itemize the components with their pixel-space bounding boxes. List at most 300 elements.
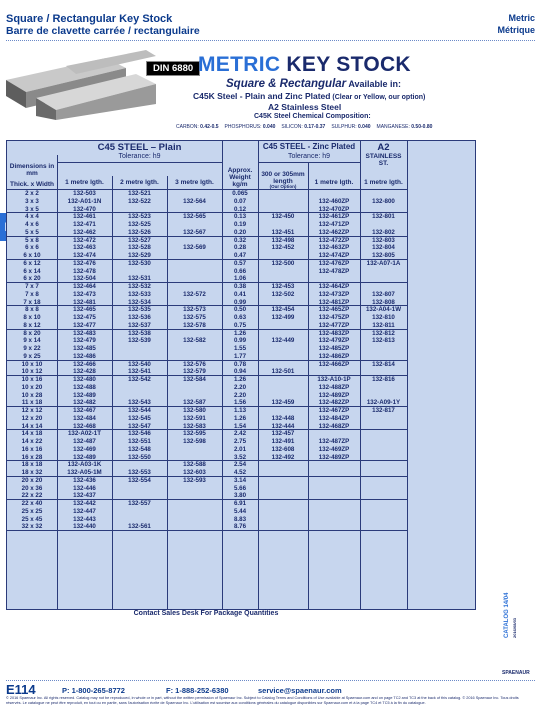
material-1: C45K Steel - Plain and Zinc Plated xyxy=(193,91,331,101)
cell-weight: 1.77 xyxy=(233,352,247,360)
table-row xyxy=(7,399,407,407)
cell-weight: 5.44 xyxy=(233,507,247,515)
cell-plain-2m: 132-538 xyxy=(128,329,151,337)
cell-zinc-300: 132-459 xyxy=(271,399,295,407)
cell-weight: 0.78 xyxy=(233,360,247,368)
cell-dimension: 7 x 8 xyxy=(25,290,39,298)
cell-plain-3m: 132-587 xyxy=(183,399,206,407)
cell-weight: 0.28 xyxy=(233,244,247,252)
cell-plain-1m: 132-475 xyxy=(73,314,96,321)
table-row xyxy=(7,337,407,345)
cell-dimension: 16 x 16 xyxy=(21,445,43,453)
cell-plain-2m: 132-523 xyxy=(128,213,151,221)
cell-zinc-1m: 132-481ZP xyxy=(318,298,350,306)
cell-plain-1m: 132-A01-1N xyxy=(67,197,102,205)
table-row xyxy=(7,438,407,446)
cell-plain-1m: 132-486 xyxy=(73,352,96,360)
cell-weight: 0.07 xyxy=(233,197,247,205)
cell-plain-3m: 132-573 xyxy=(183,306,206,314)
cell-dimension: 25 x 45 xyxy=(21,515,43,523)
cell-weight: 2.01 xyxy=(233,445,247,453)
cell-plain-1m: 132-489 xyxy=(73,391,96,399)
cell-weight: 0.50 xyxy=(233,306,247,314)
cell-dimension: 9 x 22 xyxy=(23,345,41,352)
cell-plain-2m: 132-541 xyxy=(128,368,151,376)
col-thick-width: Thick. x Width xyxy=(10,181,54,188)
cell-weight: 4.52 xyxy=(233,469,247,476)
cell-a2-1m: 132-801 xyxy=(372,213,395,221)
cell-plain-1m: 132-447 xyxy=(73,507,96,515)
composition-item: PHOSPHORUS: 0.040 xyxy=(224,124,276,130)
section-fr: Métrique xyxy=(497,25,535,35)
cell-dimension: 18 x 18 xyxy=(21,461,43,469)
cell-plain-2m: 132-539 xyxy=(128,337,151,345)
cell-plain-1m: 132-470 xyxy=(73,205,96,213)
table-row xyxy=(7,190,407,198)
cell-plain-1m: 132-478 xyxy=(73,267,96,275)
header-divider xyxy=(6,40,535,41)
col-zinc-1m: 1 metre lgth. xyxy=(314,179,354,186)
cell-zinc-300: 132-453 xyxy=(271,283,295,290)
cell-weight: 0.41 xyxy=(233,290,247,298)
cell-dimension: 4 x 6 xyxy=(25,221,39,228)
cell-dimension: 10 x 20 xyxy=(21,383,43,391)
cell-plain-1m: 132-489 xyxy=(73,453,96,461)
cell-zinc-1m: 132-479ZP xyxy=(318,337,350,345)
table-row xyxy=(7,492,407,500)
cell-weight: 1.26 xyxy=(233,414,247,422)
group-a2-heading: A2 xyxy=(377,142,390,153)
cell-dimension: 4 x 4 xyxy=(25,213,39,221)
cell-a2-1m: 132-814 xyxy=(372,360,395,368)
cell-plain-1m: 132-461 xyxy=(73,213,96,221)
cell-plain-1m: 132-464 xyxy=(73,283,96,290)
cell-weight: 5.66 xyxy=(233,484,247,492)
key-stock-table xyxy=(6,140,476,610)
brand-logo: SPAENAUR xyxy=(502,670,530,676)
cell-zinc-1m: 132-482ZP xyxy=(318,399,350,407)
cell-plain-1m: 132-474 xyxy=(73,252,96,259)
cell-zinc-1m: 132-463ZP xyxy=(318,244,350,252)
cell-dimension: 10 x 28 xyxy=(21,391,43,399)
cell-plain-1m: 132-504 xyxy=(73,275,96,283)
cell-dimension: 20 x 36 xyxy=(21,484,43,492)
cell-plain-2m: 132-561 xyxy=(128,523,151,531)
cell-dimension: 9 x 14 xyxy=(23,337,41,345)
cell-plain-2m: 132-557 xyxy=(128,500,151,507)
cell-zinc-300: 132-451 xyxy=(271,228,295,236)
cell-weight: 1.26 xyxy=(233,329,247,337)
cell-zinc-1m: 132-471ZP xyxy=(318,221,350,228)
cell-plain-2m: 132-531 xyxy=(128,275,151,283)
product-subtitle xyxy=(226,78,401,90)
cell-plain-2m: 132-535 xyxy=(128,306,151,314)
cell-plain-3m: 132-603 xyxy=(183,469,206,476)
cell-plain-2m: 132-522 xyxy=(128,197,151,205)
cell-plain-2m: 132-550 xyxy=(128,453,151,461)
cell-dimension: 6 x 6 xyxy=(25,244,39,252)
cell-plain-1m: 132-437 xyxy=(73,492,96,500)
cell-plain-1m: 132-476 xyxy=(73,259,96,267)
cell-plain-2m: 132-544 xyxy=(128,407,151,414)
cell-plain-2m: 132-536 xyxy=(128,314,151,321)
cell-a2-1m: 132-807 xyxy=(372,290,395,298)
cell-plain-3m: 132-565 xyxy=(183,213,206,221)
composition-values xyxy=(176,124,438,130)
cell-plain-2m: 132-546 xyxy=(128,430,151,438)
cell-weight: 0.47 xyxy=(233,252,247,259)
cell-a2-1m: 132-802 xyxy=(372,228,395,236)
cell-a2-1m: 132-810 xyxy=(372,314,395,321)
page-title-en: Square / Rectangular Key Stock xyxy=(6,13,173,25)
composition-item: SILICON: 0.17-0.37 xyxy=(281,124,326,130)
page-header xyxy=(0,0,541,50)
table-row xyxy=(7,376,407,384)
table-row xyxy=(7,299,407,307)
cell-plain-2m: 132-547 xyxy=(128,422,151,430)
cell-dimension: 14 x 22 xyxy=(21,438,43,445)
cell-zinc-300: 132-452 xyxy=(271,244,295,252)
cell-zinc-1m: 132-489ZP xyxy=(318,391,350,399)
cell-plain-1m: 132-446 xyxy=(73,484,96,492)
table-row xyxy=(7,314,407,322)
cell-zinc-1m: 132-477ZP xyxy=(318,321,350,329)
table-row xyxy=(7,306,407,314)
email-link[interactable]: service@spaenaur.com xyxy=(258,686,342,695)
cell-zinc-1m: 132-468ZP xyxy=(318,422,350,430)
table-row xyxy=(7,291,407,299)
col-zinc-300: 300 or 305mm length xyxy=(261,171,305,185)
cell-zinc-300: 132-444 xyxy=(271,422,295,430)
cell-weight: 6.91 xyxy=(233,500,247,507)
cell-plain-3m: 132-582 xyxy=(183,337,206,345)
cell-weight: 0.12 xyxy=(233,205,247,213)
product-title-metric: METRIC xyxy=(198,53,281,76)
composition-item: SULPHUR: 0.040 xyxy=(331,124,371,130)
table-row xyxy=(7,322,407,330)
cell-plain-2m: 132-525 xyxy=(128,221,151,228)
cell-dimension: 7 x 7 xyxy=(25,283,39,290)
group-zinc-heading: C45 STEEL - Zinc Plated xyxy=(262,142,356,151)
col-zinc-300-note: (Our Option) xyxy=(269,184,297,189)
cell-dimension: 11 x 18 xyxy=(21,399,43,407)
cell-weight: 1.13 xyxy=(233,407,247,414)
legal-text: © 2016 Spaenaur Inc. All rights reserved. Catalog may not be reproduced, in whole or in part, without the written permission of Spaenaur Inc. Subject to Catalog Terms and Conditions of Use available at Spaenaur.com and on page TC2 and TC3 at the back of this catalog. © 2016 Spaenaur Inc. Tous droits réservés. Le catalogue ne peut être reproduit, en tout ou en partie, sans l'autorisation écrite de Spaenaur Inc. L'utilisation est soumise aux conditions générales du catalogue disponibles sur Spaenaur.com et à la page TC4 et TC5 à la fin du catalogue. xyxy=(6,696,519,705)
cell-plain-1m: 132-487 xyxy=(73,438,96,445)
material-line-1 xyxy=(193,91,425,101)
cell-plain-2m: 132-551 xyxy=(128,438,151,445)
cell-plain-3m: 132-572 xyxy=(183,290,206,298)
cell-plain-3m: 132-588 xyxy=(183,461,206,469)
cell-plain-3m: 132-598 xyxy=(183,438,206,445)
table-row xyxy=(7,275,407,283)
cell-plain-3m: 132-564 xyxy=(183,197,206,205)
cell-plain-1m: 132-465 xyxy=(73,306,96,314)
col-a2-1m: 1 metre lgth. xyxy=(364,179,403,186)
cell-zinc-1m: 132-464ZP xyxy=(318,283,350,290)
cell-dimension: 16 x 28 xyxy=(21,453,43,461)
table-row xyxy=(7,415,407,423)
cell-plain-3m: 132-569 xyxy=(183,244,206,252)
cell-weight: 1.26 xyxy=(233,376,247,383)
cell-plain-3m: 132-576 xyxy=(183,360,206,368)
cell-zinc-1m: 132-475ZP xyxy=(318,314,350,321)
cell-a2-1m: 132-805 xyxy=(372,252,395,259)
available-text: Available in: xyxy=(346,79,402,89)
table-row xyxy=(7,268,407,276)
cell-weight: 0.57 xyxy=(233,259,247,267)
cell-plain-2m: 132-548 xyxy=(128,445,151,453)
group-a2-sub: STAINLESS ST. xyxy=(365,153,402,167)
cell-plain-2m: 132-527 xyxy=(128,236,151,244)
cell-weight: 0.99 xyxy=(233,337,247,345)
table-row xyxy=(7,345,407,353)
cell-zinc-1m: 132-469ZP xyxy=(318,445,350,453)
cell-zinc-1m: 132-460ZP xyxy=(318,197,350,205)
cell-zinc-1m: 132-466ZP xyxy=(318,360,350,368)
cell-weight: 2.20 xyxy=(233,391,247,399)
cell-zinc-1m: 132-474ZP xyxy=(318,252,350,259)
cell-zinc-300: 132-608 xyxy=(271,445,295,453)
table-row xyxy=(7,252,407,260)
table-row xyxy=(7,477,407,485)
table-row xyxy=(7,446,407,454)
cell-a2-1m: 132-817 xyxy=(372,407,395,414)
side-info xyxy=(486,592,536,678)
cell-zinc-1m: 132-487ZP xyxy=(318,438,350,445)
cell-dimension: 6 x 20 xyxy=(23,275,41,283)
cell-plain-1m: 132-A05-1M xyxy=(67,469,102,476)
cell-plain-1m: 132-A03-1K xyxy=(67,461,102,469)
cell-plain-1m: 132-472 xyxy=(73,236,96,244)
cell-dimension: 7 x 18 xyxy=(23,298,41,306)
cell-dimension: 12 x 12 xyxy=(21,407,43,414)
cell-plain-2m: 132-554 xyxy=(128,476,151,484)
cell-plain-2m: 132-528 xyxy=(128,244,151,252)
cell-a2-1m: 132-A07-1A xyxy=(366,259,401,267)
cell-dimension: 6 x 12 xyxy=(23,259,41,267)
cell-weight: 0.32 xyxy=(233,236,247,244)
cell-dimension: 25 x 25 xyxy=(21,507,43,515)
cell-plain-1m: 132-462 xyxy=(73,228,96,236)
cell-zinc-1m: 132-476ZP xyxy=(318,259,350,267)
table-row xyxy=(7,368,407,376)
cell-plain-1m: 132-484 xyxy=(73,414,96,422)
cell-plain-1m: 132-442 xyxy=(73,500,96,507)
cell-zinc-1m: 132-484ZP xyxy=(318,414,350,422)
cell-dimension: 8 x 12 xyxy=(23,321,41,329)
cell-plain-3m: 132-583 xyxy=(183,422,206,430)
cell-a2-1m: 132-A09-1Y xyxy=(366,399,401,407)
cell-dimension: 12 x 20 xyxy=(21,414,43,422)
cell-zinc-300: 132-450 xyxy=(271,213,295,221)
cell-plain-3m: 132-595 xyxy=(183,430,206,438)
group-plain-tolerance: Tolerance: h9 xyxy=(118,153,161,160)
cell-dimension: 8 x 10 xyxy=(23,314,41,321)
cell-plain-2m: 132-532 xyxy=(128,283,151,290)
cell-plain-2m: 132-533 xyxy=(128,290,151,298)
section-en: Metric xyxy=(508,13,535,23)
cell-a2-1m: 132-816 xyxy=(372,376,395,383)
cell-a2-1m: 132-803 xyxy=(372,236,395,244)
cell-plain-1m: 132-479 xyxy=(73,337,96,345)
cell-dimension: 3 x 5 xyxy=(25,205,39,213)
cell-plain-2m: 132-540 xyxy=(128,360,151,368)
cell-zinc-300: 132-498 xyxy=(271,236,295,244)
table-row xyxy=(7,229,407,237)
footer-divider xyxy=(6,680,535,681)
cell-a2-1m: 132-808 xyxy=(372,298,395,306)
cell-dimension: 22 x 40 xyxy=(21,500,43,507)
table-row xyxy=(7,454,407,462)
cell-weight: 0.13 xyxy=(233,213,247,221)
cell-weight: 2.42 xyxy=(233,430,247,438)
cell-zinc-1m: 132-461ZP xyxy=(318,213,350,221)
col-plain-2m: 2 metre lgth. xyxy=(120,179,159,186)
cell-weight: 3.80 xyxy=(233,492,247,500)
cell-zinc-1m: 132-467ZP xyxy=(318,407,350,414)
cell-dimension: 32 x 32 xyxy=(21,523,43,531)
catalog-date: 2016/08/03 xyxy=(512,617,517,638)
cell-dimension: 6 x 14 xyxy=(23,267,41,275)
phone[interactable]: P: 1-800-265-8772 xyxy=(62,686,125,695)
cell-zinc-1m: 132-A10-1P xyxy=(317,376,351,383)
cell-zinc-300: 132-501 xyxy=(271,368,295,376)
cell-zinc-300: 132-454 xyxy=(271,306,295,314)
cell-plain-3m: 132-579 xyxy=(183,368,206,376)
cell-plain-1m: 132-477 xyxy=(73,321,96,329)
cell-plain-2m: 132-553 xyxy=(128,469,151,476)
table-row xyxy=(7,485,407,493)
col-plain-3m: 3 metre lgth. xyxy=(175,179,214,186)
cell-plain-1m: 132-467 xyxy=(73,407,96,414)
cell-zinc-300: 132-502 xyxy=(271,290,295,298)
cell-plain-3m: 132-593 xyxy=(183,476,206,484)
cell-weight: 3.52 xyxy=(233,453,247,461)
cell-dimension: 8 x 8 xyxy=(25,306,39,314)
cell-zinc-1m: 132-462ZP xyxy=(318,228,350,236)
composition-item: CARBON: 0.42-0.5 xyxy=(176,124,219,130)
cell-weight: 0.94 xyxy=(233,368,247,376)
material-1-note: (Clear or Yellow, our option) xyxy=(330,94,426,101)
cell-dimension: 10 x 10 xyxy=(21,360,43,368)
cell-zinc-1m: 132-465ZP xyxy=(318,306,350,314)
cell-plain-1m: 132-436 xyxy=(73,476,96,484)
cell-weight: 8.76 xyxy=(233,523,247,531)
table-row xyxy=(7,244,407,252)
cell-dimension: 10 x 16 xyxy=(21,376,43,383)
catalog-version: CATALOG 14/04 xyxy=(504,592,510,638)
table-row xyxy=(7,407,407,415)
table-row xyxy=(7,260,407,268)
table-body xyxy=(7,190,407,531)
table-row xyxy=(7,523,407,531)
cell-plain-1m: 132-463 xyxy=(73,244,96,252)
table-row xyxy=(7,213,407,221)
cell-dimension: 18 x 32 xyxy=(21,469,43,476)
cell-weight: 0.99 xyxy=(233,298,247,306)
cell-plain-2m: 132-534 xyxy=(128,298,151,306)
cell-weight: 3.14 xyxy=(233,476,247,484)
cell-plain-1m: 132-443 xyxy=(73,515,96,523)
cell-plain-2m: 132-530 xyxy=(128,259,151,267)
cell-plain-1m: 132-440 xyxy=(73,523,96,531)
cell-plain-1m: 132-483 xyxy=(73,329,96,337)
cell-plain-1m: 132-482 xyxy=(73,399,96,407)
cell-zinc-300: 132-499 xyxy=(271,314,295,321)
cell-plain-3m: 132-575 xyxy=(183,314,206,321)
material-line-2: A2 Stainless Steel xyxy=(268,102,342,112)
cell-dimension: 2 x 2 xyxy=(25,190,39,197)
cell-dimension: 8 x 20 xyxy=(23,329,41,337)
cell-a2-1m: 132-800 xyxy=(372,197,395,205)
cell-plain-3m: 132-584 xyxy=(183,376,206,383)
cell-zinc-1m: 132-478ZP xyxy=(318,267,350,275)
cell-a2-1m: 132-812 xyxy=(372,329,395,337)
cell-weight: 0.38 xyxy=(233,283,247,290)
table-row xyxy=(7,330,407,338)
cell-weight: 0.20 xyxy=(233,228,247,236)
cell-weight: 2.20 xyxy=(233,383,247,391)
cell-plain-1m: 132-481 xyxy=(73,298,96,306)
table-row xyxy=(7,206,407,214)
table-row xyxy=(7,221,407,229)
cell-weight: 2.54 xyxy=(233,461,247,469)
page-number: E114 xyxy=(6,682,36,697)
cell-dimension: 3 x 3 xyxy=(25,197,39,205)
table-row xyxy=(7,423,407,431)
cell-plain-1m: 132-488 xyxy=(73,383,96,391)
cell-plain-3m: 132-580 xyxy=(183,407,206,414)
cell-plain-1m: 132-503 xyxy=(73,190,96,197)
table-row xyxy=(7,516,407,524)
cell-plain-1m: 132-A02-1T xyxy=(67,430,102,438)
cell-zinc-300: 132-492 xyxy=(271,453,295,461)
table-row xyxy=(7,469,407,477)
table-row xyxy=(7,353,407,361)
cell-plain-1m: 132-466 xyxy=(73,360,96,368)
cell-dimension: 5 x 5 xyxy=(25,228,39,236)
cell-zinc-300: 132-500 xyxy=(271,259,295,267)
cell-zinc-1m: 132-488ZP xyxy=(318,383,350,391)
cell-plain-2m: 132-543 xyxy=(128,399,151,407)
cell-dimension: 14 x 18 xyxy=(21,430,43,438)
table-row xyxy=(7,283,407,291)
cell-plain-2m: 132-526 xyxy=(128,228,151,236)
cell-zinc-1m: 132-470ZP xyxy=(318,205,350,213)
product-title xyxy=(198,53,411,77)
cell-weight: 2.75 xyxy=(233,438,247,445)
cell-weight: 0.75 xyxy=(233,321,247,329)
table-row xyxy=(7,430,407,438)
cell-zinc-1m: 132-473ZP xyxy=(318,290,350,298)
table-row xyxy=(7,392,407,400)
cell-weight: 0.065 xyxy=(232,190,248,197)
din-badge: DIN 6880 xyxy=(146,61,200,76)
cell-plain-2m: 132-542 xyxy=(128,376,151,383)
table-row xyxy=(7,384,407,392)
product-title-rest: KEY STOCK xyxy=(280,53,411,76)
cell-weight: 8.83 xyxy=(233,515,247,523)
cell-zinc-300: 132-449 xyxy=(271,337,295,345)
cell-plain-1m: 132-471 xyxy=(73,221,96,228)
cell-zinc-1m: 132-485ZP xyxy=(318,345,350,352)
cell-zinc-1m: 132-486ZP xyxy=(318,352,350,360)
cell-plain-2m: 132-529 xyxy=(128,252,151,259)
cell-weight: 1.55 xyxy=(233,345,247,352)
cell-weight: 0.66 xyxy=(233,267,247,275)
cell-dimension: 6 x 10 xyxy=(23,252,41,259)
